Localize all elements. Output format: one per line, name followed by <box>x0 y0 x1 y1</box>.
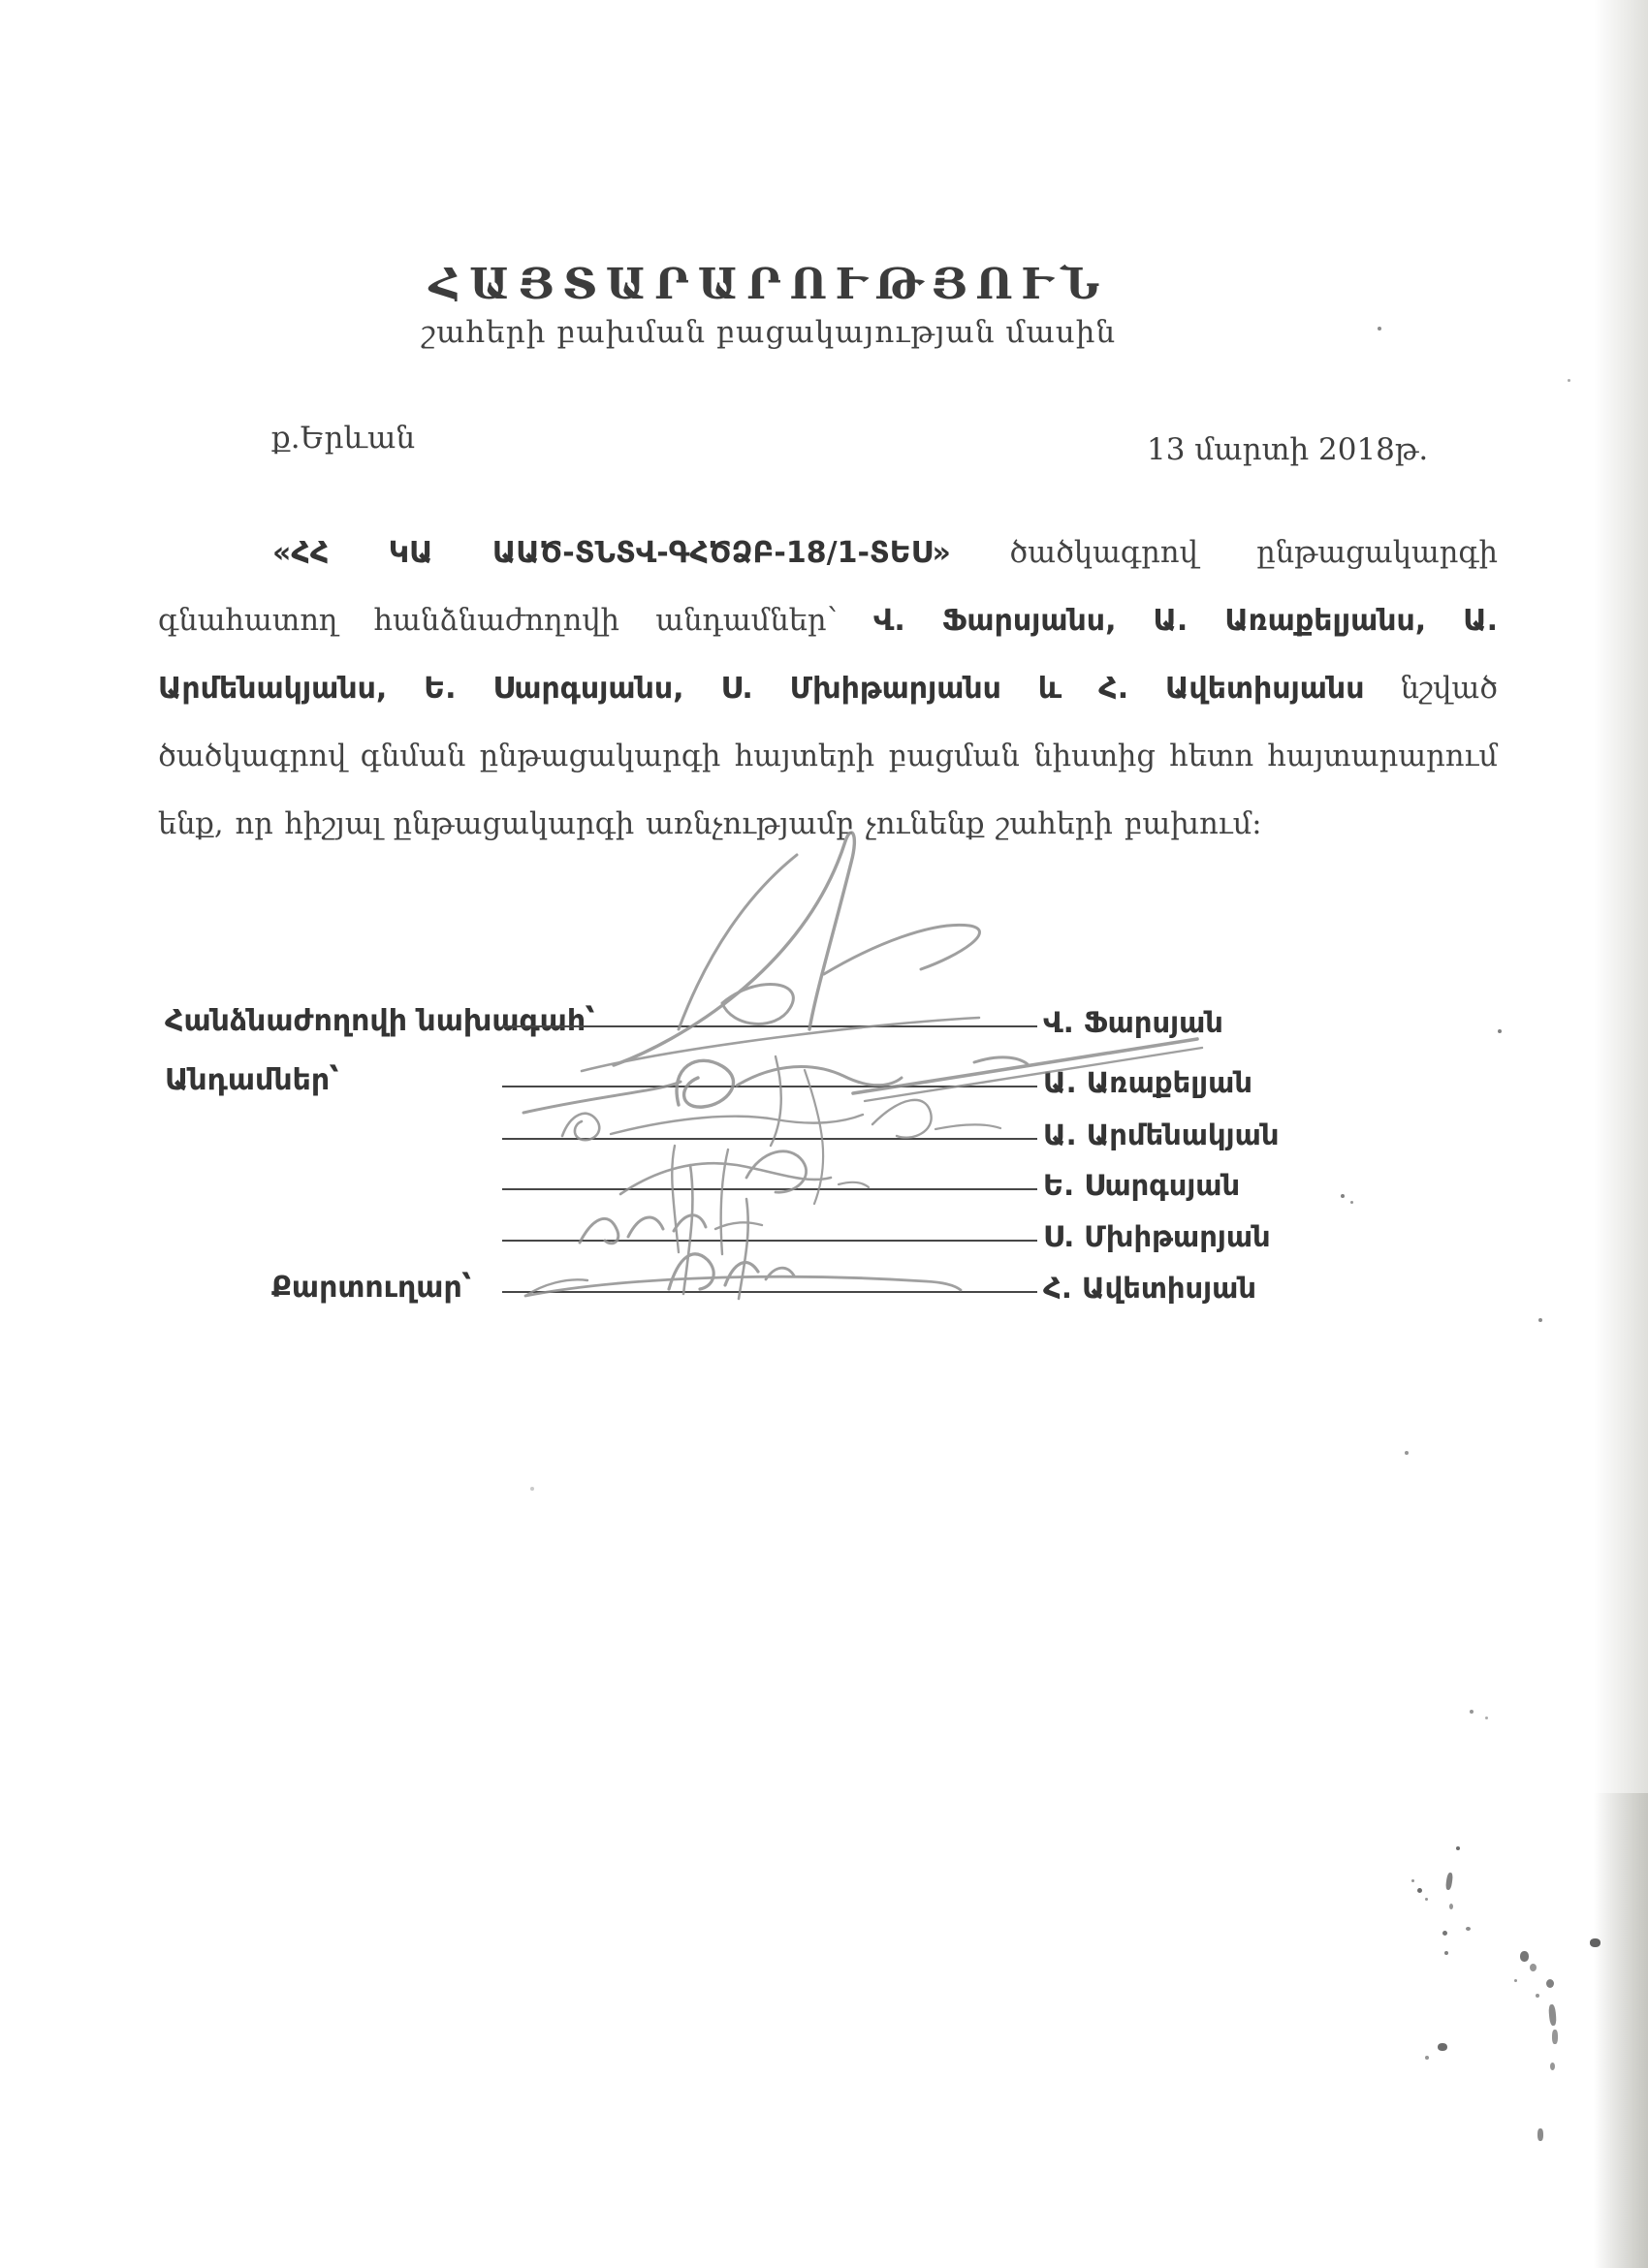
chairman-label: Հանձնաժողովի նախագահ՝ <box>165 1004 595 1038</box>
signer-name: Հ. Ավետիսյան <box>1043 1272 1256 1305</box>
signature-line <box>502 1188 1037 1190</box>
page-subtitle: շահերի բախման բացակայության մասին <box>421 315 1117 350</box>
place-label: ք.Երևան <box>271 421 416 456</box>
signature-line <box>502 1138 1037 1140</box>
paragraph-text-2: նշված ծածկագրով գնման ընթացակարգի հայտերի բացման նիստից հետո հայտարարում ենք, որ հիշյալ ընթացակարգի առնչությամբ չունենք շահերի բախում: <box>158 672 1499 841</box>
date-label: 13 մարտի 2018թ. <box>1147 432 1429 467</box>
signer-name: Ս. Մխիթարյան <box>1043 1220 1271 1253</box>
signer-name: Վ. Ֆարսյան <box>1043 1006 1223 1039</box>
member-names-inline: Վ. Ֆարսյանս, Ա. Առաքելյանս, Ա. Արմենակյանս, Ե. Սարգսյանս, Ս. Մխիթարյանս և Հ. Ավետիսյանս <box>158 604 1498 706</box>
signature-line <box>502 1025 1037 1027</box>
paragraph-text-1: ծածկագրով ընթացակարգի գնահատող հանձնաժողովի անդամներ՝ <box>158 536 1498 638</box>
page-title: ՀԱՅՏԱՐԱՐՈՒԹՅՈՒՆ <box>428 260 1109 309</box>
signature-line <box>502 1086 1037 1087</box>
declaration-paragraph <box>158 520 1498 859</box>
signer-name: Ա. Առաքելյան <box>1043 1066 1252 1099</box>
members-label: Անդամներ՝ <box>165 1063 339 1097</box>
signer-name: Ա. Արմենակյան <box>1043 1118 1280 1151</box>
signature-line <box>502 1240 1037 1242</box>
signature-line <box>502 1291 1037 1293</box>
scan-edge-shadow-dark <box>1594 1793 1648 2268</box>
signer-name: Ե. Սարգսյան <box>1043 1169 1241 1202</box>
secretary-label: Քարտուղար՝ <box>271 1271 472 1305</box>
document-header <box>158 260 1379 350</box>
procurement-code: «ՀՀ ԿԱ ԱԱԾ-ՏՆՏՎ-ԳՀԾՁԲ-18/1-ՏԵՍ» <box>272 536 951 570</box>
